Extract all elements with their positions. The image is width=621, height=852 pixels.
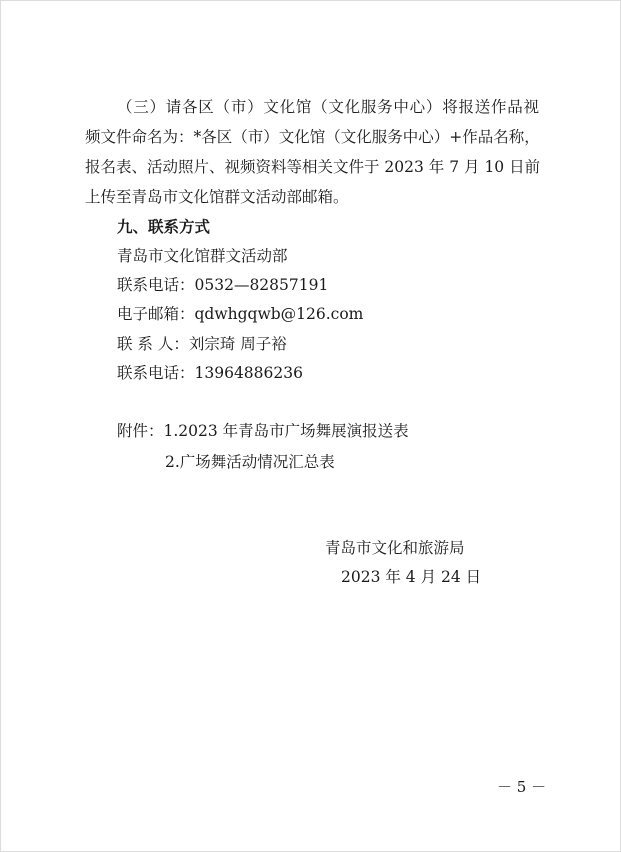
contact-person: 联 系 人：刘宗琦 周子裕 [117,335,287,353]
paragraph-3-line-2: 频文件命名为：*各区（市）文化馆（文化服务中心）+作品名称， [85,128,540,146]
paragraph-3-line-1: （三）请各区（市）文化馆（文化服务中心）将报送作品视 [117,98,539,116]
document-body [1,1,620,851]
page-number: － 5 － [497,778,547,796]
contact-org: 青岛市文化馆群文活动部 [117,247,288,265]
contact-phone-1: 联系电话：0532—82857191 [117,276,329,294]
paragraph-3-line-3: 报名表、活动照片、视频资料等相关文件于 2023 年 7 月 10 日前 [85,158,541,176]
paragraph-3-line-4: 上传至青岛市文化馆群文活动部邮箱。 [85,188,349,206]
attachment-1: 附件：1.2023 年青岛市广场舞展演报送表 [117,422,409,440]
contact-email: 电子邮箱：qdwhgqwb@126.com [117,305,364,323]
issue-date: 2023 年 4 月 24 日 [341,568,482,586]
issuer-signature: 青岛市文化和旅游局 [325,539,465,557]
attachment-2: 2.广场舞活动情况汇总表 [165,453,335,471]
section-9-heading: 九、联系方式 [117,218,211,236]
contact-phone-2: 联系电话：13964886236 [117,364,303,382]
